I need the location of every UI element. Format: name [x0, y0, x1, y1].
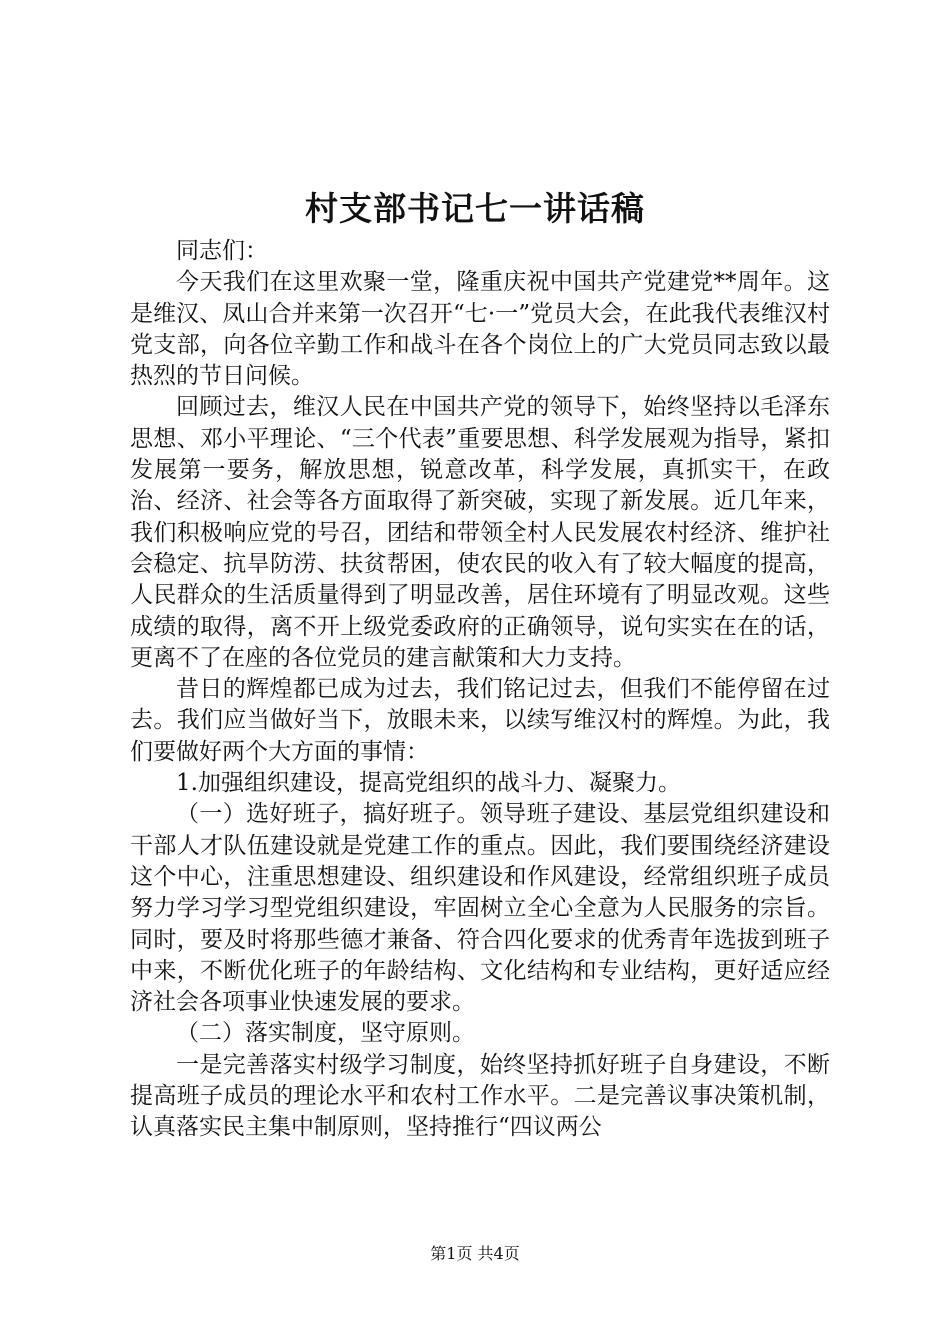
subsection-heading: （二）落实制度，坚守原则。 [176, 1020, 475, 1047]
document-body [130, 236, 830, 1144]
paragraph: 昔日的辉煌都已成为过去，我们铭记过去，但我们不能停留在过去。我们应当做好当下，放眼未来，以续写维汉村的辉煌。为此，我们要做好两个大方面的事情： [130, 676, 830, 765]
section-heading: 1.加强组织建设，提高党组织的战斗力、凝聚力。 [176, 770, 681, 797]
paragraph: 今天我们在这里欢聚一堂，隆重庆祝中国共产党建党**周年。这是维汉、凤山合并来第一次召开“七·一”党员大会，在此我代表维汉村党支部，向各位辛勤工作和战斗在各个岗位上的广大党员同志致以最热烈的节日问候。 [130, 269, 830, 390]
paragraph-salutation: 同志们： [176, 238, 268, 264]
paragraph: 一是完善落实村级学习制度，始终坚持抓好班子自身建设，不断提高班子成员的理论水平和农村工作水平。二是完善议事决策机制，认真落实民主集中制原则，坚持推行“四议两公 [130, 1051, 830, 1141]
document-title: 村支部书记七一讲话稿 [305, 189, 645, 228]
paragraph: 回顾过去，维汉人民在中国共产党的领导下，始终坚持以毛泽东思想、邓小平理论、“三个代表”重要思想、科学发展观为指导，紧扣发展第一要务，解放思想，锐意改革，科学发展，真抓实干，在政治、经济、社会等各方面取得了新突破，实现了新发展。近几年来，我们积极响应党的号召，团结和带领全村人民发展农村经济、维护社会稳定、抗旱防涝、扶贫帮困，使农民的收入有了较大幅度的提高，人民群众的生活质量得到了明显改善，居住环境有了明显改观。这些成绩的取得，离不开上级党委政府的正确领导，说句实实在在的话，更离不了在座的各位党员的建言献策和大力支持。 [130, 394, 830, 671]
paragraph: （一）选好班子，搞好班子。领导班子建设、基层党组织建设和干部人才队伍建设就是党建工作的重点。因此，我们要围绕经济建设这个中心，注重思想建设、组织建设和作风建设，经常组织班子成员努力学习学习型党组织建设，牢固树立全心全意为人民服务的宗旨。同时，要及时将那些德才兼备、符合四化要求的优秀青年选拔到班子中来，不断优化班子的年龄结构、文化结构和专业结构，更好适应经济社会各项事业快速发展的要求。 [130, 801, 830, 1016]
page-footer: 第1页 共4页 [430, 1244, 520, 1263]
